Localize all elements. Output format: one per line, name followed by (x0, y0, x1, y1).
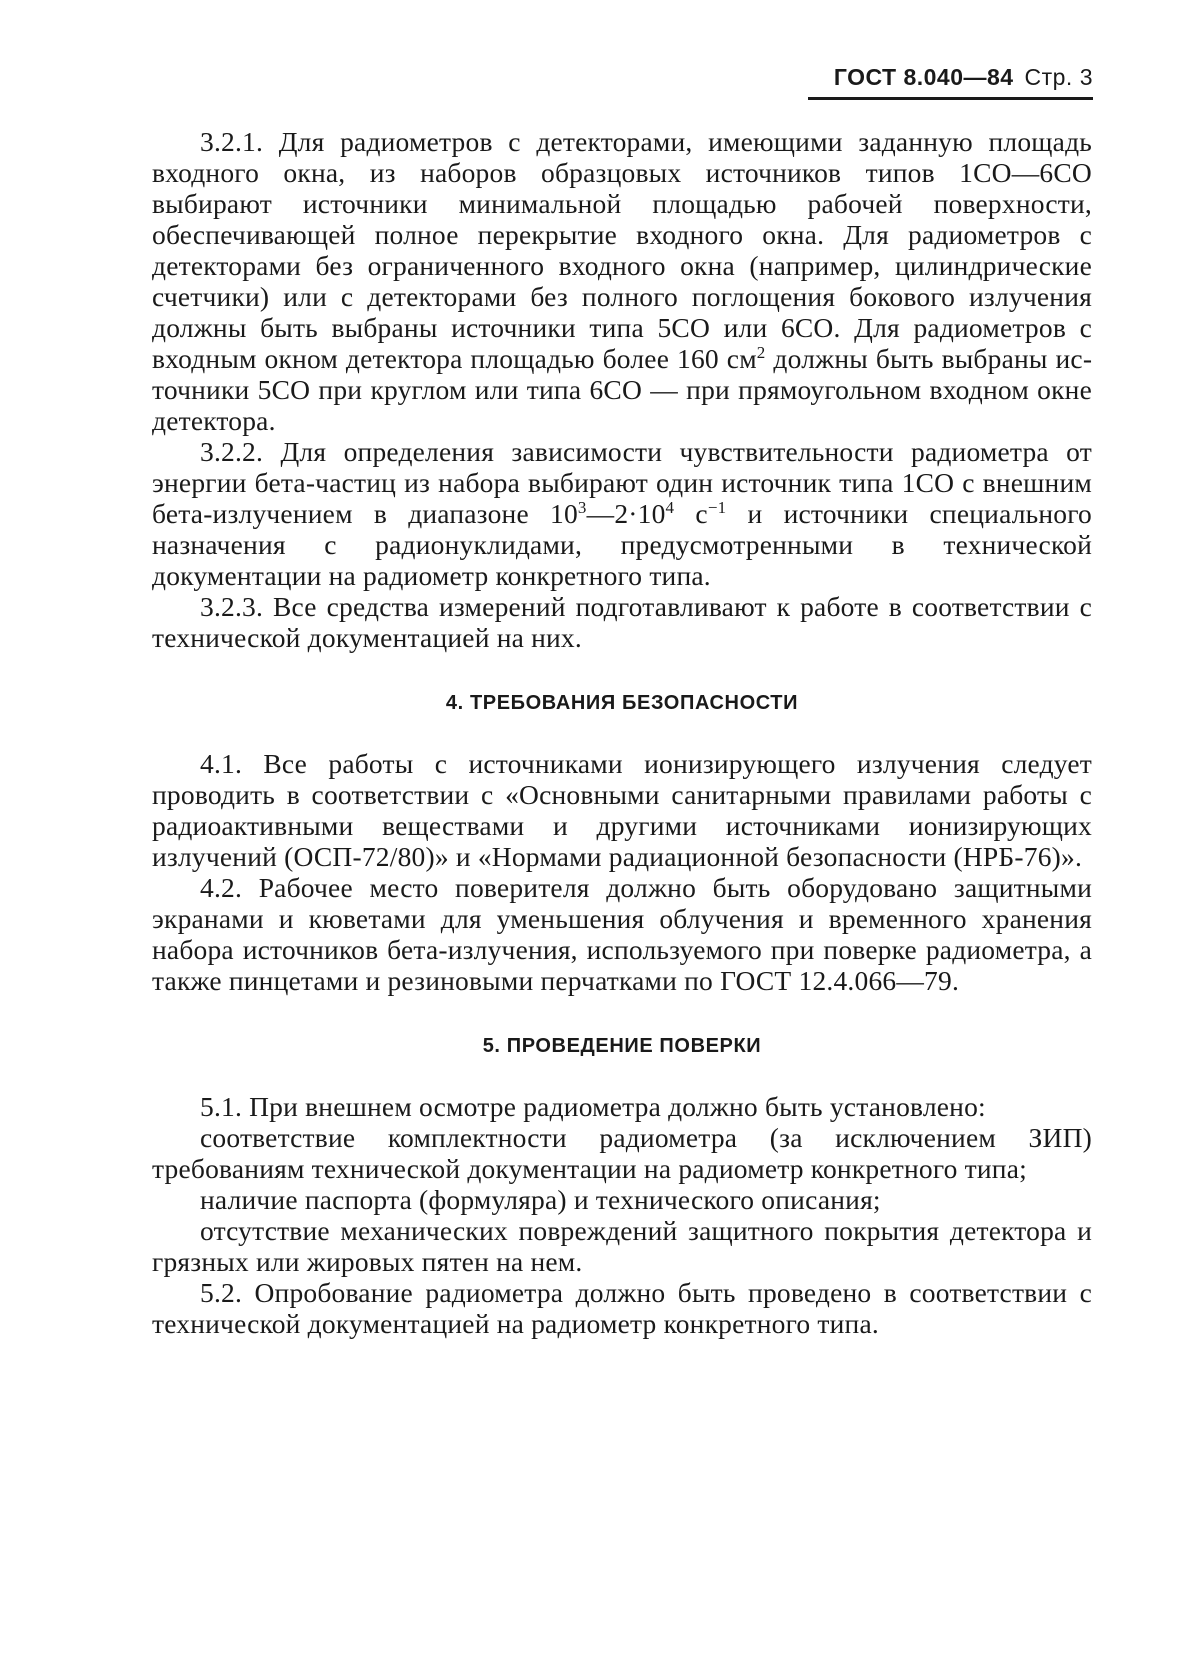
paragraph-3-2-1 (152, 126, 1092, 436)
paragraph-3-2-2-part-c: с (674, 498, 708, 529)
paragraph-5-1-item-damage: отсутствие механических повреждений защитного покрытия детектора и грязных или жировых пятен на нем. (152, 1215, 1092, 1277)
superscript-exp-minus-1: −1 (707, 497, 727, 517)
superscript-exp-3: 3 (577, 497, 587, 517)
paragraph-5-1-item-passport: наличие паспорта (формуляра) и технического описания; (200, 1184, 881, 1215)
section-heading-verification: 5. ПРОВЕДЕНИЕ ПОВЕРКИ (482, 1035, 762, 1057)
paragraph-4-1: 4.1. Все работы с источниками ионизирующего излучения следует проводить в соответствии с «Основными санитарными правилами работы с радиоактивными веществами и другими источниками ионизирующих излучений (ОСП-72/80)» и «Нормами радиационной безопасности (НРБ-76)». (152, 748, 1092, 872)
paragraph-5-2: 5.2. Опробование радиометра должно быть проведено в соответствии с технической документацией на радиометр конкретного типа. (152, 1277, 1092, 1339)
body-text (152, 126, 1092, 1339)
paragraph-5-1-item-completeness: соответствие комплектности радиометра (за исключением ЗИП) требованиям технической документации на радиометр конкретного типа; (152, 1122, 1092, 1184)
paragraph-3-2-2 (152, 436, 1092, 591)
superscript-squared: 2 (756, 342, 766, 362)
paragraph-4-2: 4.2. Рабочее место поверителя должно быть оборудовано защитными экранами и кюветами для уменьшения облучения и временного хранения набора источников бета-излучения, используемого при поверке радиометра, а также пинцетами и резиновыми перчатками по ГОСТ 12.4.066—79. (152, 872, 1092, 996)
running-header (834, 64, 1093, 91)
section-heading-safety: 4. ТРЕБОВАНИЯ БЕЗОПАСНОСТИ (445, 692, 799, 714)
paragraph-3-2-1-tail: должны быть выбраны источники 5СО при круглом или типа 6СО — при прямоугольном входном окне детектора. (152, 343, 1092, 436)
document-id: ГОСТ 8.040—84 (833, 64, 1014, 90)
paragraph-3-2-3: 3.2.3. Все средства измерений подготавливают к работе в соответствии с технической документацией на них. (152, 591, 1092, 653)
superscript-exp-4: 4 (665, 497, 675, 517)
paragraph-3-2-2-part-a: 3.2.2. Для определения зависимости чувствительности радиометра от энергии бета-частиц из набора выбирают один источник типа 1СО с внешним бета-излучением в диапазоне 10 (152, 436, 1092, 529)
paragraph-3-2-1-text: 3.2.1. Для радиометров с детекторами, имеющими заданную площадь входного окна, из наборов образцовых источников типов 1СО—6СО выбирают источники минимальной площадью рабочей поверхности, обеспечивающей полное перекрытие входного окна. Для радиометров с детекторами без ограниченного входного окна (например, цилиндрические счетчики) или с детекторами без полного поглощения бокового излучения должны быть выбраны источники типа 5СО или 6СО. Для радиометров с входным окном детектора площадью более 160 см (152, 126, 1092, 374)
paragraph-5-1: 5.1. При внешнем осмотре радиометра должно быть установлено: (200, 1091, 986, 1122)
header-rule (808, 97, 1093, 100)
page-number: Стр. 3 (1024, 64, 1093, 90)
paragraph-3-2-2-part-d: и источники специального назначения с радионуклидами, предусмотренными в технической документации на радиометр конкретного типа. (152, 498, 1092, 591)
paragraph-3-2-2-part-b: —2·10 (586, 498, 666, 529)
